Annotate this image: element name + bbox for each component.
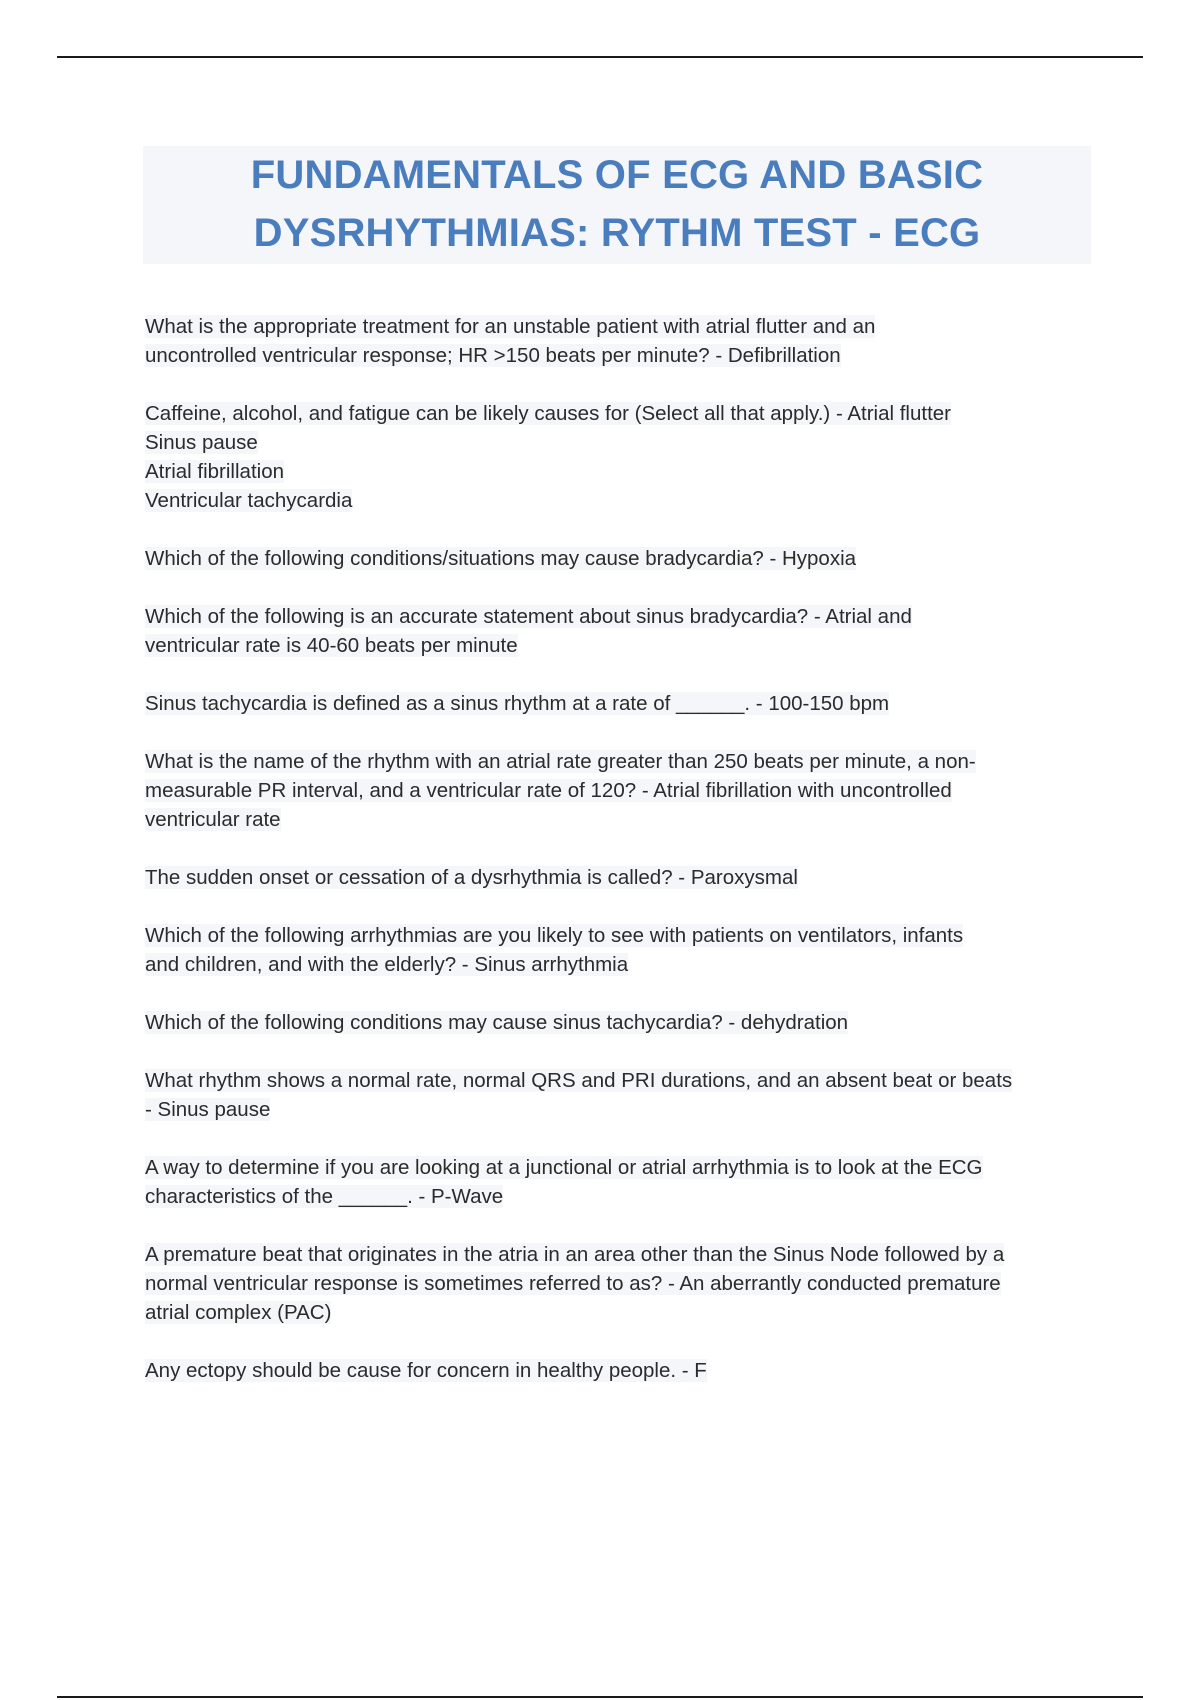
qa-line [145,312,1095,341]
qa-line [145,805,1095,834]
qa-line [145,1298,1095,1327]
qa-line-text: Which of the following conditions may cause sinus tachycardia? - dehydration [145,1011,849,1034]
qa-line-text: A premature beat that originates in the atria in an area other than the Sinus Node followed by a [145,1243,1005,1266]
qa-item [145,921,1095,979]
qa-line-text: measurable PR interval, and a ventricular rate of 120? - Atrial fibrillation with uncontrolled [145,779,952,802]
qa-line-text: uncontrolled ventricular response; HR >150 beats per minute? - Defibrillation [145,344,841,367]
qa-line-text: What is the appropriate treatment for an unstable patient with atrial flutter and an [145,315,876,338]
qa-line-text: Any ectopy should be cause for concern in healthy people. - F [145,1359,707,1382]
qa-item [145,1066,1095,1124]
qa-line [145,747,1095,776]
qa-line-text: Caffeine, alcohol, and fatigue can be likely causes for (Select all that apply.) - Atrial flutter [145,402,952,425]
qa-line [145,1240,1095,1269]
qa-item [145,1356,1095,1385]
qa-line [145,486,1095,515]
qa-line [145,1095,1095,1124]
qa-line [145,921,1095,950]
qa-line [145,950,1095,979]
qa-line-text: and children, and with the elderly? - Sinus arrhythmia [145,953,629,976]
qa-item [145,312,1095,370]
qa-line [145,1153,1095,1182]
qa-line-text: Which of the following conditions/situations may cause bradycardia? - Hypoxia [145,547,857,570]
qa-line [145,602,1095,631]
qa-item [145,1240,1095,1327]
qa-line-text: ventricular rate is 40-60 beats per minute [145,634,518,657]
qa-line [145,544,1095,573]
qa-line [145,1066,1095,1095]
qa-item [145,399,1095,515]
qa-line [145,1008,1095,1037]
page-title-line-1: FUNDAMENTALS OF ECG AND BASIC [250,153,984,197]
qa-line-text: atrial complex (PAC) [145,1301,332,1324]
qa-item [145,689,1095,718]
qa-line-text: Sinus pause [145,431,258,454]
page-title-line-2: DYSRHYTHMIAS: RYTHM TEST - ECG [253,211,981,255]
qa-line-text: - Sinus pause [145,1098,271,1121]
qa-line [145,631,1095,660]
title-banner [143,146,1091,264]
qa-line-text: Sinus tachycardia is defined as a sinus rhythm at a rate of ______. - 100-150 bpm [145,692,890,715]
qa-line [145,1182,1095,1211]
qa-item [145,747,1095,834]
qa-line [145,341,1095,370]
qa-item [145,602,1095,660]
qa-line-text: normal ventricular response is sometimes referred to as? - An aberrantly conducted premature [145,1272,1001,1295]
qa-item [145,1153,1095,1211]
qa-line-text: ventricular rate [145,808,281,831]
bottom-rule [57,1696,1143,1698]
top-rule [57,56,1143,58]
qa-line [145,428,1095,457]
qa-line [145,457,1095,486]
qa-line [145,776,1095,805]
qa-list [145,312,1095,1414]
qa-item [145,1008,1095,1037]
qa-line [145,1269,1095,1298]
qa-line-text: The sudden onset or cessation of a dysrhythmia is called? - Paroxysmal [145,866,798,889]
qa-line-text: A way to determine if you are looking at a junctional or atrial arrhythmia is to look at the ECG [145,1156,983,1179]
qa-item [145,863,1095,892]
qa-line-text: Which of the following arrhythmias are you likely to see with patients on ventilators, infants [145,924,964,947]
qa-line [145,689,1095,718]
qa-line-text: What rhythm shows a normal rate, normal QRS and PRI durations, and an absent beat or beats [145,1069,1013,1092]
qa-line-text: Ventricular tachycardia [145,489,353,512]
qa-line-text: characteristics of the ______. - P-Wave [145,1185,504,1208]
qa-line [145,1356,1095,1385]
qa-line-text: Which of the following is an accurate statement about sinus bradycardia? - Atrial and [145,605,912,628]
qa-line [145,863,1095,892]
qa-line [145,399,1095,428]
qa-item [145,544,1095,573]
qa-line-text: What is the name of the rhythm with an atrial rate greater than 250 beats per minute, a non- [145,750,976,773]
qa-line-text: Atrial fibrillation [145,460,284,483]
